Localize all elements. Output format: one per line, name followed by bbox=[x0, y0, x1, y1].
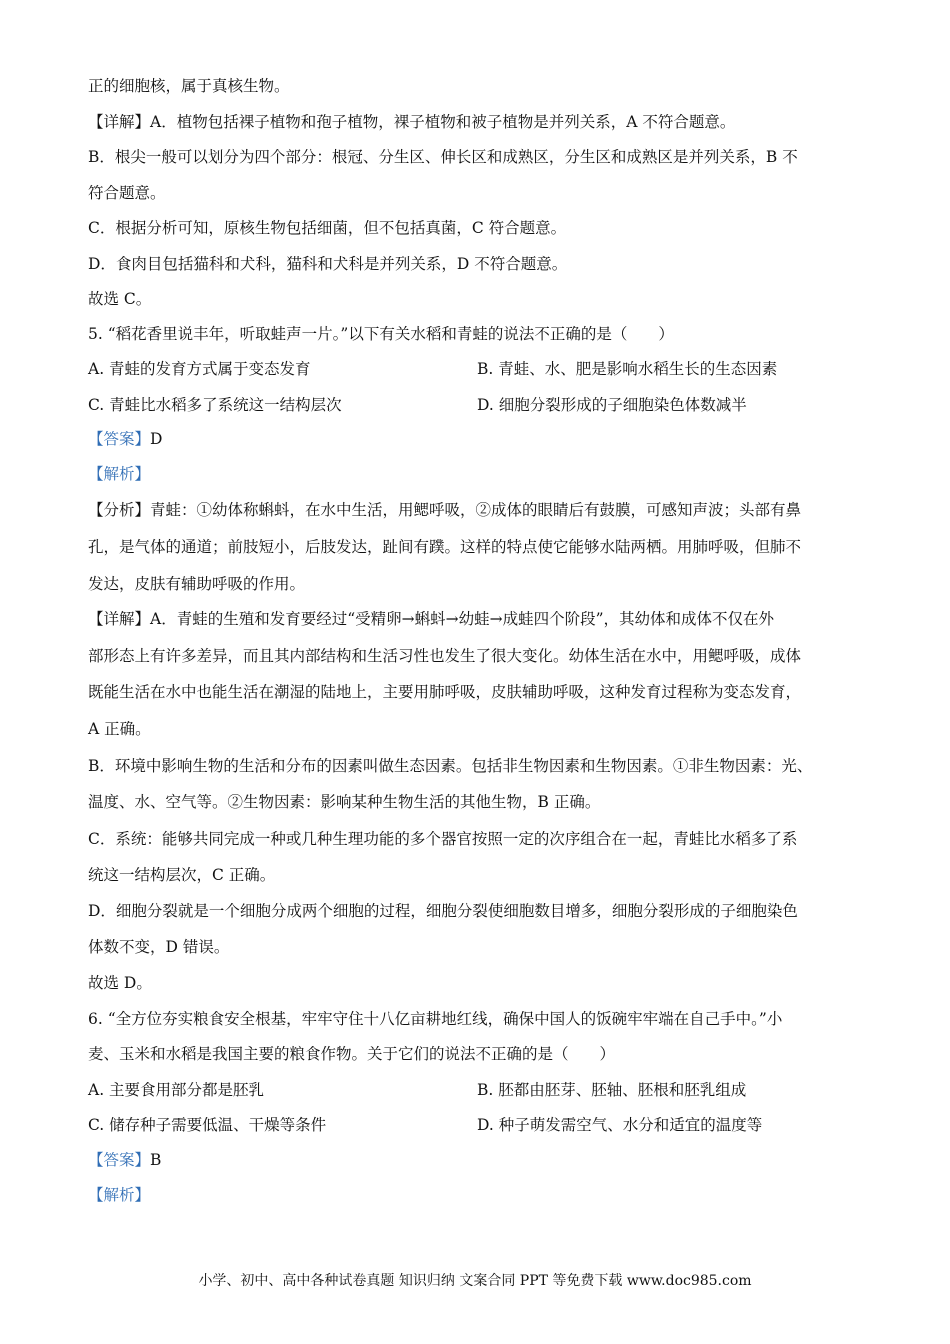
q5-option-c: C. 青蛙比水稻多了系统这一结构层次 bbox=[88, 396, 342, 414]
text-line: 【详解】A．植物包括裸子植物和孢子植物，裸子植物和被子植物是并列关系，A 不符合题意。 bbox=[88, 113, 736, 131]
text-line: 【分析】青蛙：①幼体称蝌蚪，在水中生活，用鳃呼吸，②成体的眼睛后有鼓膜，可感知声波；头部有鼻 bbox=[88, 501, 802, 519]
text-line: 部形态上有许多差异，而且其内部结构和生活习性也发生了很大变化。幼体生活在水中，用鳃呼吸，成体 bbox=[88, 647, 802, 665]
answer-value: D bbox=[150, 430, 163, 448]
text-line: B．环境中影响生物的生活和分布的因素叫做生态因素。包括非生物因素和生物因素。①非生物因素：光、 bbox=[88, 757, 813, 775]
q6-option-b: B. 胚都由胚芽、胚轴、胚根和胚乳组成 bbox=[477, 1081, 747, 1099]
q6-analysis-tag: 【解析】 bbox=[88, 1186, 151, 1204]
q5-option-a: A. 青蛙的发育方式属于变态发育 bbox=[88, 360, 311, 378]
question-6-stem-cont: 麦、玉米和水稻是我国主要的粮食作物。关于它们的说法不正确的是（ ） bbox=[88, 1045, 616, 1063]
text-line: 发达，皮肤有辅助呼吸的作用。 bbox=[88, 575, 306, 593]
page-footer: 小学、初中、高中各种试卷真题 知识归纳 文案合同 PPT 等免费下载 www.doc985.com bbox=[198, 1273, 752, 1289]
text-line: 孔，是气体的通道；前肢短小，后肢发达，趾间有蹼。这样的特点使它能够水陆两栖。用肺呼吸，但肺不 bbox=[88, 538, 802, 556]
text-line: D．食肉目包括猫科和犬科，猫科和犬科是并列关系，D 不符合题意。 bbox=[88, 255, 568, 273]
text-line: 温度、水、空气等。②生物因素：影响某种生物生活的其他生物，B 正确。 bbox=[88, 793, 601, 811]
answer-value: B bbox=[150, 1151, 162, 1169]
text-line: 符合题意。 bbox=[88, 184, 166, 202]
text-line: B．根尖一般可以划分为四个部分：根冠、分生区、伸长区和成熟区，分生区和成熟区是并列关系，B 不 bbox=[88, 148, 798, 166]
text-line: 体数不变，D 错误。 bbox=[88, 938, 230, 956]
question-5-stem: 5. “稻花香里说丰年，听取蛙声一片。”以下有关水稻和青蛙的说法不正确的是（ ） bbox=[88, 325, 674, 343]
text-line: 故选 D。 bbox=[88, 974, 152, 992]
q6-answer bbox=[88, 1150, 878, 1170]
text-line: 故选 C。 bbox=[88, 290, 152, 308]
question-6-stem: 6. “全方位夯实粮食安全根基，牢牢守住十八亿亩耕地红线，确保中国人的饭碗牢牢端在自己手中。”小 bbox=[88, 1010, 783, 1028]
text-line: 既能生活在水中也能生活在潮湿的陆地上，主要用肺呼吸，皮肤辅助呼吸，这种发育过程称为变态发育， bbox=[88, 683, 802, 701]
answer-tag: 【答案】 bbox=[88, 1151, 151, 1169]
q6-option-a: A. 主要食用部分都是胚乳 bbox=[88, 1081, 265, 1099]
q5-answer bbox=[88, 429, 878, 449]
text-line: 统这一结构层次，C 正确。 bbox=[88, 866, 276, 884]
q6-option-d: D. 种子萌发需空气、水分和适宜的温度等 bbox=[477, 1116, 763, 1134]
q5-option-b: B. 青蛙、水、肥是影响水稻生长的生态因素 bbox=[477, 360, 778, 378]
text-line: C．根据分析可知，原核生物包括细菌，但不包括真菌，C 符合题意。 bbox=[88, 219, 567, 237]
answer-tag: 【答案】 bbox=[88, 430, 151, 448]
text-line: A 正确。 bbox=[88, 720, 151, 738]
text-line: 正的细胞核，属于真核生物。 bbox=[88, 77, 290, 95]
text-line: 【详解】A．青蛙的生殖和发育要经过“受精卵→蝌蚪→幼蛙→成蛙四个阶段”，其幼体和成体不仅在外 bbox=[88, 610, 775, 628]
q5-option-d: D. 细胞分裂形成的子细胞染色体数减半 bbox=[477, 396, 747, 414]
q6-option-c: C. 储存种子需要低温、干燥等条件 bbox=[88, 1116, 327, 1134]
text-line: C．系统：能够共同完成一种或几种生理功能的多个器官按照一定的次序组合在一起，青蛙比水稻多了系 bbox=[88, 830, 798, 848]
q5-analysis-tag: 【解析】 bbox=[88, 465, 151, 483]
text-line: D．细胞分裂就是一个细胞分成两个细胞的过程，细胞分裂使细胞数目增多，细胞分裂形成的子细胞染色 bbox=[88, 902, 798, 920]
